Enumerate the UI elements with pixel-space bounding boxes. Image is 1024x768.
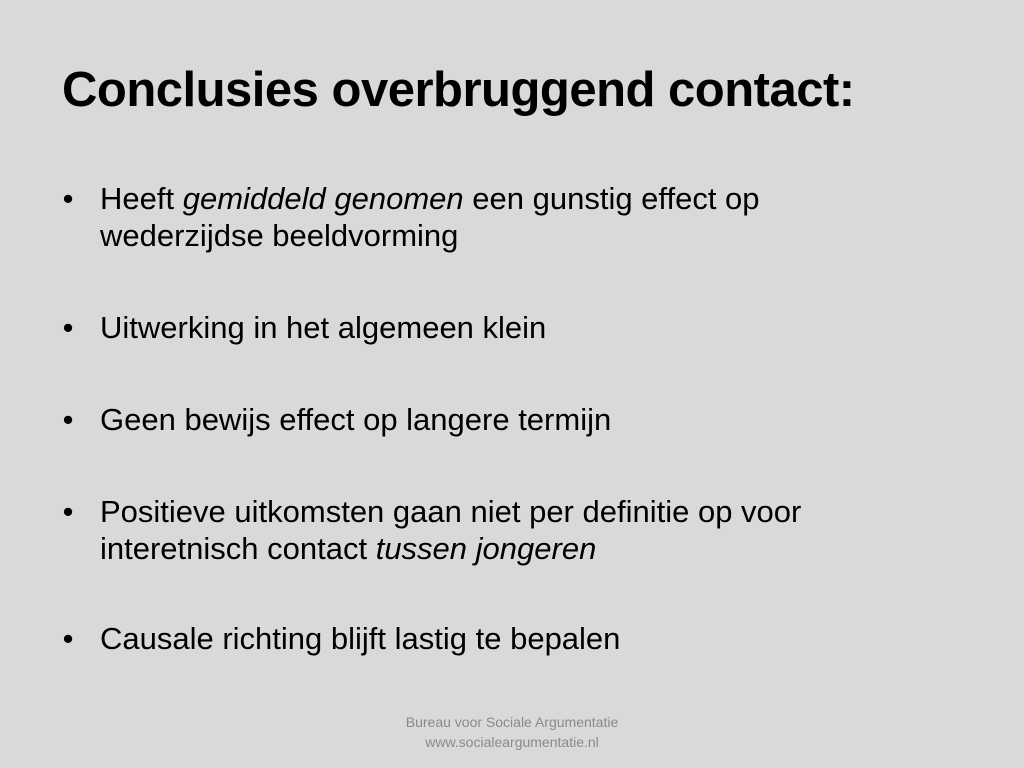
bullet-glyph: • [62, 402, 74, 437]
bullet-glyph: • [62, 310, 74, 345]
bullet-text-line2: wederzijdse beeldvorming [100, 218, 459, 253]
bullet-item-2 [58, 309, 958, 346]
bullet-text-emphasis: gemiddeld genomen [182, 181, 464, 216]
bullet-text: Causale richting blijft lastig te bepalen [100, 621, 621, 656]
bullet-text-lead: interetnisch contact [100, 531, 376, 566]
footer-website: www.socialeargumentatie.nl [425, 734, 599, 750]
bullet-item-1 [58, 180, 958, 254]
bullet-text: Geen bewijs effect op langere termijn [100, 402, 612, 437]
bullet-item-5 [58, 620, 958, 657]
bullet-text: Uitwerking in het algemeen klein [100, 310, 547, 345]
bullet-text-emphasis: tussen jongeren [375, 531, 597, 566]
bullet-glyph: • [62, 181, 74, 216]
bullet-glyph: • [62, 621, 74, 656]
footer-organization: Bureau voor Sociale Argumentatie [405, 714, 619, 730]
bullet-list [58, 180, 958, 712]
bullet-glyph: • [62, 494, 74, 529]
bullet-text-lead: Heeft [100, 181, 183, 216]
slide-footer [312, 712, 712, 752]
bullet-item-4 [58, 493, 958, 567]
bullet-text-line1: Positieve uitkomsten gaan niet per definitie op voor [100, 494, 802, 529]
bullet-item-3 [58, 401, 958, 438]
slide-title: Conclusies overbruggend contact: [62, 63, 855, 117]
bullet-text-rest: een gunstig effect op [463, 181, 760, 216]
